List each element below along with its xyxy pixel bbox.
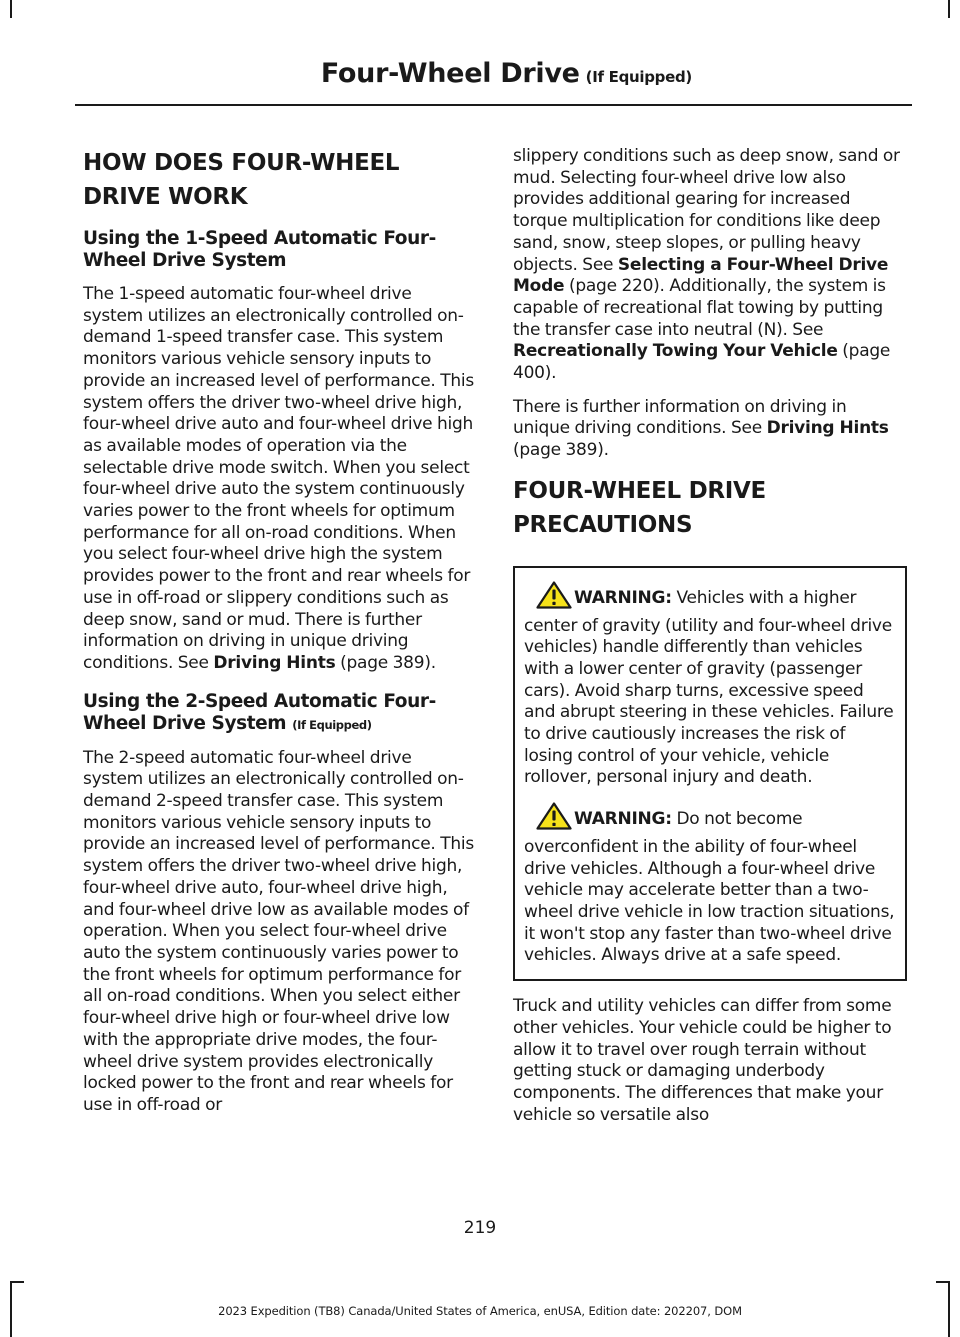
paragraph-further-info: There is further information on driving in unique driving conditions. See Driving Hints (page 389).: [513, 396, 889, 461]
section-heading-precautions: FOUR-WHEEL DRIVE PRECAUTIONS: [513, 477, 766, 538]
crop-mark-top-left: [10, 0, 12, 18]
paragraph-continued: slippery conditions such as deep snow, sand or mud. Selecting four-wheel drive low also provides additional gearing for increased torque multiplication for conditions like deep sand, snow, steep slopes, or pulling heavy objects. See Selecting a Four-Wheel Drive Mode (page 220). Additionally, the system is capable of recreational flat towing by putting the transfer case into neutral (N). See Recreationally Towing Your Vehicle (page 400).: [513, 146, 900, 384]
header-title-suffix: (If Equipped): [585, 68, 692, 86]
header-title: Four-Wheel Drive: [320, 58, 580, 89]
warning-box: [513, 566, 907, 981]
link-driving-hints[interactable]: Driving Hints: [213, 652, 336, 673]
subheading-1-speed: Using the 1-Speed Automatic Four-Wheel Drive System: [83, 228, 436, 271]
running-header: [321, 58, 692, 89]
crop-mark-bottom-right-h: [936, 1281, 950, 1283]
section-heading-how-it-works: HOW DOES FOUR-WHEEL DRIVE WORK: [83, 150, 400, 210]
warning-triangle-icon: [536, 802, 572, 837]
header-rule: [75, 104, 912, 106]
if-equipped-tag: (If Equipped): [292, 717, 372, 732]
edition-note: 2023 Expedition (TB8) Canada/United States of America, enUSA, Edition date: 202207, DOM: [218, 1304, 742, 1318]
page-number: 219: [463, 1218, 497, 1238]
right-column: [513, 146, 907, 1138]
subheading-2-speed: Using the 2-Speed Automatic Four-Wheel Drive System (If Equipped): [83, 690, 436, 734]
warning-label: WARNING:: [574, 809, 672, 830]
paragraph-2-speed: The 2-speed automatic four-wheel drive system utilizes an electronically controlled on-demand 2-speed transfer case. This system monitors various vehicle sensory inputs to provide an increased level of performance. This system offers the driver two-wheel drive high, four-wheel drive auto, four-wheel drive high, and four-wheel drive low as available modes of operation. When you select four-wheel drive auto the system continuously varies power to the front wheels for optimum performance for all on-road conditions. When you select either four-wheel drive high or four-wheel drive low with the appropriate drive modes, the four-wheel drive system provides electronically locked power to the front and rear wheels for use in off-road or: [83, 747, 474, 1115]
warning-1: WARNING: Vehicles with a higher center of gravity (utility and four-wheel drive vehicles) handle differently than vehicles with a lower center of gravity (passenger cars). Avoid sharp turns, excessive speed and abrupt steering in these vehicles. Failure to drive cautiously increases the risk of losing control of your vehicle, vehicle rollover, personal injury and death.: [524, 581, 897, 789]
warning-2: WARNING: Do not become overconfident in the ability of four-wheel drive vehicles. Although a four-wheel drive vehicle may accelerate better than a two-wheel drive vehicle in low traction situations, it won't stop any faster than two-wheel drive vehicles. Always drive at a safe speed.: [524, 802, 897, 967]
warning-triangle-icon: [536, 581, 572, 616]
warning-label: WARNING:: [574, 587, 672, 608]
paragraph-closing: Truck and utility vehicles can differ from some other vehicles. Your vehicle could be higher to allow it to travel over rough terrain without getting stuck or damaging underbody components. The differences that make your vehicle so versatile also: [513, 996, 892, 1125]
paragraph-1-speed: The 1-speed automatic four-wheel drive system utilizes an electronically controlled on-demand 1-speed transfer case. This system monitors various vehicle sensory inputs to provide an increased level of performance. This system offers the driver two-wheel drive high, four-wheel drive auto and four-wheel drive high as available modes of operation via the selectable drive mode switch. When you select four-wheel drive auto the system continuously varies power to the front wheels for optimum performance for all on-road conditions. When you select four-wheel drive high the system provides power to the front and rear wheels for use in off-road or slippery conditions such as deep snow, sand or mud. There is further information on driving in unique driving conditions. See Driving Hints (page 389).: [83, 284, 474, 673]
link-driving-hints-2[interactable]: Driving Hints: [766, 418, 889, 439]
crop-mark-top-right: [948, 0, 950, 18]
link-selecting-4wd-mode[interactable]: Selecting a Four-Wheel Drive Mode: [513, 254, 889, 297]
link-recreational-towing[interactable]: Recreationally Towing Your Vehicle: [513, 341, 838, 362]
crop-mark-bottom-left-h: [10, 1281, 24, 1283]
left-column: [83, 146, 475, 1129]
